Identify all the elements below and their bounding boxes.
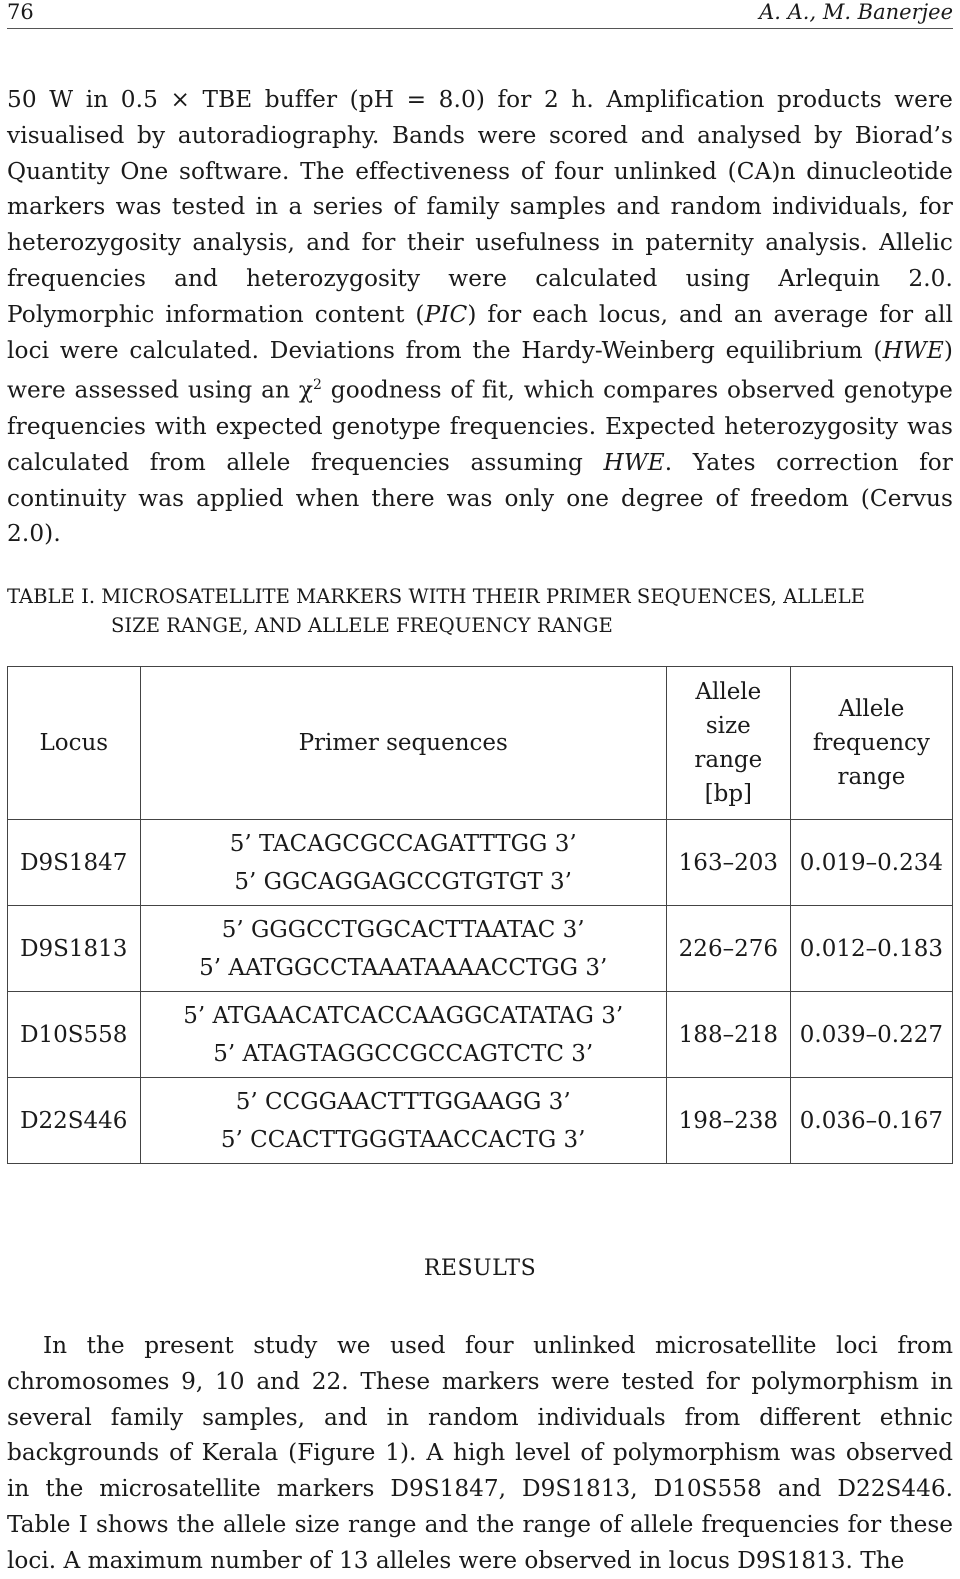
primers-cell: [140, 820, 666, 906]
reverse-primer: 5’ CCACTTGGGTAACCACTG 3’: [220, 1126, 586, 1153]
primers-cell: [140, 992, 666, 1078]
table-row: [8, 992, 953, 1078]
page-number: 76: [7, 0, 34, 24]
header-freq-line: range: [837, 764, 906, 790]
methods-paragraph: [7, 82, 953, 552]
methods-text-1: 50 W in 0.5 × TBE buffer (pH = 8.0) for 2 h. Amplification products were visualised by autoradiography. Bands were scored and analysed by Biorad’s Quantity One software. The effectiveness of four unlinked (CA)n dinucleotide markers was tested in a series of family samples and random individuals, for heterozygosity analysis, and for their usefulness in paternity analysis. Allelic frequencies and heterozygosity were calculated using Arlequin 2.0. Polymorphic information content (: [7, 86, 953, 328]
forward-primer: 5’ GGGCCTGGCACTTAATAC 3’: [221, 916, 585, 943]
pic-abbrev: PIC: [424, 300, 468, 328]
methods-text-2: ) for each locus, and an average for all loci were calculated. Deviations from the Hardy-Weinberg equilibrium (: [7, 300, 953, 364]
table-row: [8, 1078, 953, 1164]
primers-cell: [140, 906, 666, 992]
chi-superscript: 2: [313, 377, 323, 394]
table-caption-line-2: SIZE RANGE, AND ALLELE FREQUENCY RANGE: [111, 614, 613, 637]
hwe-abbrev-2: HWE: [603, 448, 665, 476]
table-caption-line-1: TABLE I. MICROSATELLITE MARKERS WITH THEIR PRIMER SEQUENCES, ALLELE: [7, 585, 865, 608]
header-size-line: [bp]: [704, 781, 753, 807]
forward-primer: 5’ TACAGCGCCAGATTTGG 3’: [229, 830, 577, 857]
running-head-authors: A. A., M. Banerjee: [759, 0, 953, 24]
header-size-line: size: [705, 713, 751, 739]
forward-primer: 5’ ATGAACATCACCAAGGCATATAG 3’: [183, 1002, 624, 1029]
table-row: [8, 906, 953, 992]
table-row: [8, 820, 953, 906]
locus-cell: D9S1847: [8, 820, 141, 906]
hwe-abbrev: HWE: [882, 336, 944, 364]
reverse-primer: 5’ ATAGTAGGCCGCCAGTCTC 3’: [213, 1040, 594, 1067]
methods-text-5: . Yates correction for continuity was applied when there was only one degree of freedom (Cervus 2.0).: [7, 448, 953, 548]
reverse-primer: 5’ GGCAGGAGCCGTGTGT 3’: [234, 868, 572, 895]
size-range-cell: 188–218: [666, 992, 790, 1078]
running-head: [7, 0, 953, 29]
locus-cell: D9S1813: [8, 906, 141, 992]
size-range-cell: 163–203: [666, 820, 790, 906]
header-locus: Locus: [8, 667, 141, 820]
header-frequency-range: [790, 667, 952, 820]
header-freq-line: frequency: [812, 730, 930, 756]
header-size-range: [666, 667, 790, 820]
header-size-line: Allele: [695, 679, 762, 705]
chi-symbol: χ: [298, 377, 313, 405]
methods-text-3: ) were assessed using an: [7, 336, 953, 405]
size-range-cell: 198–238: [666, 1078, 790, 1164]
microsatellite-table: [7, 666, 953, 1164]
frequency-range-cell: 0.012–0.183: [790, 906, 952, 992]
primers-cell: [140, 1078, 666, 1164]
forward-primer: 5’ CCGGAACTTTGGAAGG 3’: [235, 1088, 571, 1115]
header-freq-line: Allele: [838, 696, 905, 722]
size-range-cell: 226–276: [666, 906, 790, 992]
table-caption: [7, 582, 957, 640]
locus-cell: D22S446: [8, 1078, 141, 1164]
results-paragraph: In the present study we used four unlinked microsatellite loci from chromosomes 9, 10 and 22. These markers were tested for polymorphism in several family samples, and in random individuals from different ethnic backgrounds of Kerala (Figure 1). A high level of polymorphism was observed in the microsatellite markers D9S1847, D9S1813, D10S558 and D22S446. Table I shows the allele size range and the range of allele frequencies for these loci. A maximum number of 13 alleles were observed in locus D9S1813. The: [7, 1332, 953, 1574]
frequency-range-cell: 0.036–0.167: [790, 1078, 952, 1164]
methods-text-4: goodness of fit, which compares observed genotype frequencies with expected genotype frequencies. Expected heterozygosity was calculated from allele frequencies assuming: [7, 377, 953, 476]
results-heading: RESULTS: [423, 1256, 537, 1281]
locus-cell: D10S558: [8, 992, 141, 1078]
header-size-line: range: [694, 747, 763, 773]
reverse-primer: 5’ AATGGCCTAAATAAAACCTGG 3’: [199, 954, 608, 981]
frequency-range-cell: 0.019–0.234: [790, 820, 952, 906]
frequency-range-cell: 0.039–0.227: [790, 992, 952, 1078]
header-primers: Primer sequences: [140, 667, 666, 820]
table-header-row: [8, 667, 953, 820]
